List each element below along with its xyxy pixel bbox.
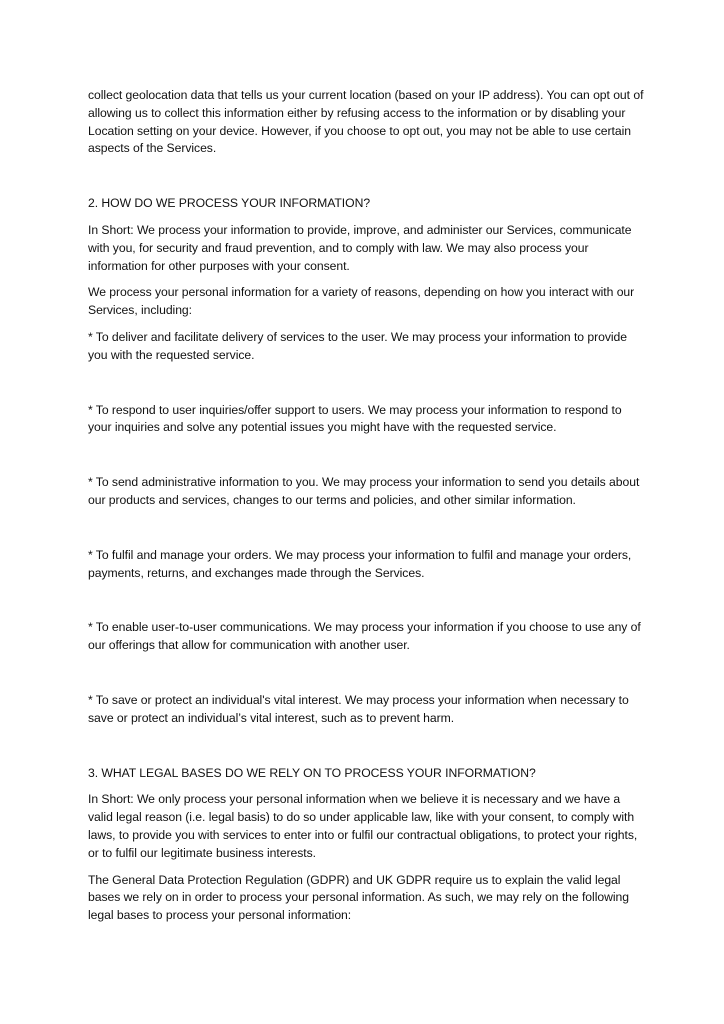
section-3-in-short: In Short: We only process your personal information when we believe it is necessary and we have a valid legal reason (i.e. legal basis) to do so under applicable law, like with your consent, to comply with laws, to provide you with services to enter into or fulfil our contractual obligations, to protect your rights, or to fulfil our legitimate business interests. xyxy=(88,792,638,860)
list-item-fulfil-orders: * To fulfil and manage your orders. We may process your information to fulfil and manage your orders, payments, returns, and exchanges made through the Services. xyxy=(88,547,632,580)
list-item-user-communications: * To enable user-to-user communications. We may process your information if you choose to use any of our offerings that allow for communication with another user. xyxy=(88,620,641,653)
document-page xyxy=(88,87,648,925)
section-2-lead: We process your personal information for a variety of reasons, depending on how you interact with our Services, including: xyxy=(88,285,635,318)
section-3-heading: 3. WHAT LEGAL BASES DO WE RELY ON TO PROCESS YOUR INFORMATION? xyxy=(88,765,536,780)
section-3-lead: The General Data Protection Regulation (GDPR) and UK GDPR require us to explain the valid legal bases we rely on in order to process your personal information. As such, we may rely on the following legal bases to process your personal information: xyxy=(88,872,629,923)
list-item-deliver-services: * To deliver and facilitate delivery of services to the user. We may process your information to provide you with the requested service. xyxy=(88,329,627,362)
section-2-in-short: In Short: We process your information to provide, improve, and administer our Services, communicate with you, for security and fraud prevention, and to comply with law. We may also process your information for other purposes with your consent. xyxy=(88,222,632,273)
section-2-heading: 2. HOW DO WE PROCESS YOUR INFORMATION? xyxy=(88,196,371,211)
list-item-administrative-info: * To send administrative information to you. We may process your information to send you details about our products and services, changes to our terms and policies, and other similar information. xyxy=(88,475,640,507)
intro-paragraph: collect geolocation data that tells us your current location (based on your IP address). You can opt out of allowing us to collect this information either by refusing access to the information or by disabling your Location setting on your device. However, if you choose to opt out, you may not be able to use certain aspects of the Services. xyxy=(88,88,644,156)
list-item-vital-interest: * To save or protect an individual's vital interest. We may process your information when necessary to save or protect an individual’s vital interest, such as to prevent harm. xyxy=(88,692,629,725)
list-item-respond-inquiries: * To respond to user inquiries/offer support to users. We may process your information to respond to your inquiries and solve any potential issues you might have with the requested service. xyxy=(88,402,622,435)
